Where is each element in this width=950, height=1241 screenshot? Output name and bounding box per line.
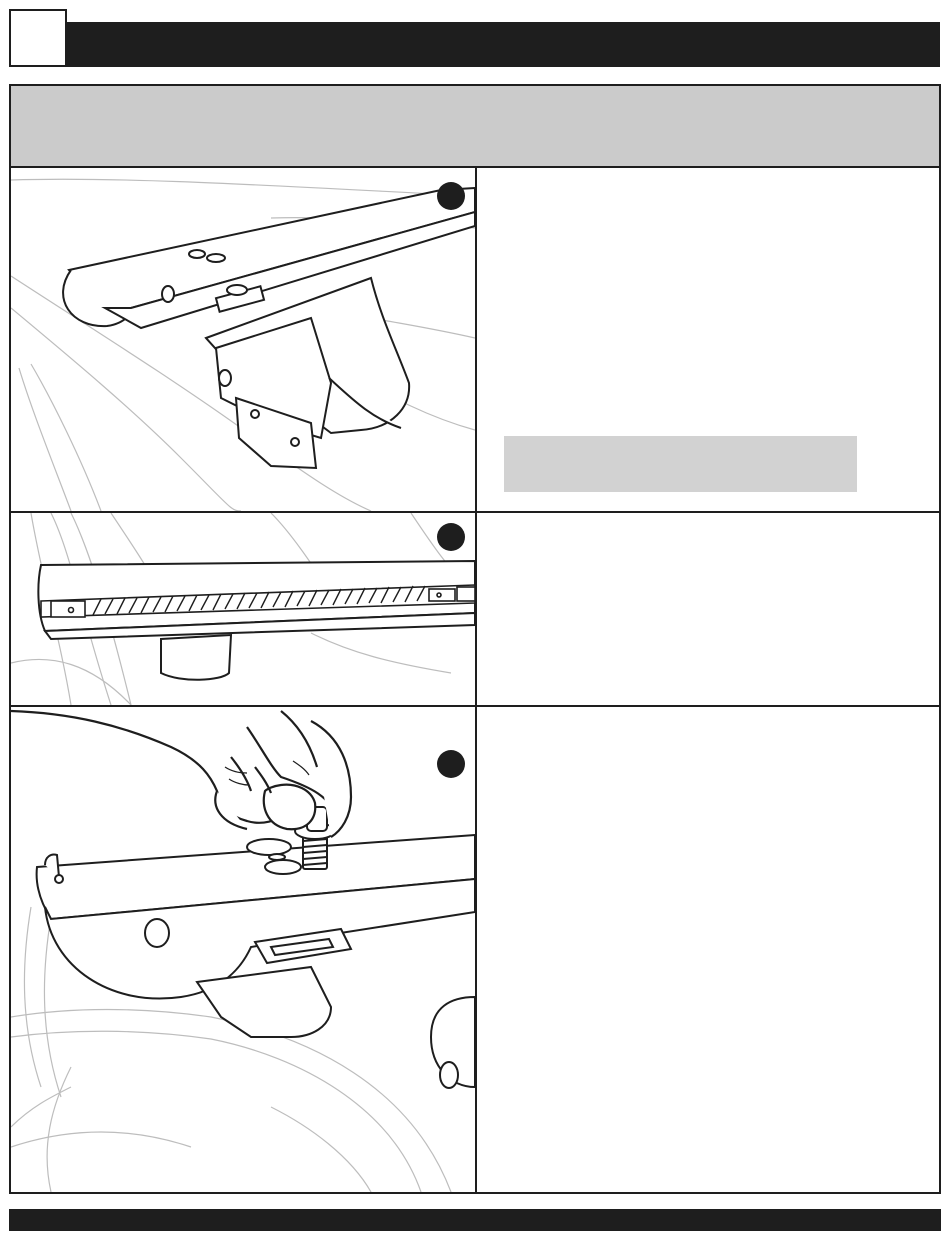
header-bar (66, 22, 940, 67)
step-3-text-panel (477, 707, 939, 1192)
crossbar-foot-illustration (11, 168, 475, 511)
step-1-marker (437, 182, 465, 210)
step-3-illustration (11, 707, 475, 1192)
bolt-insertion-illustration (11, 707, 475, 1192)
crossbar-slot-illustration (11, 513, 475, 705)
step-2-text-panel (477, 513, 939, 705)
section-heading-bar (11, 86, 939, 168)
step-1-illustration (11, 168, 475, 511)
step-2-marker (437, 523, 465, 551)
step-3-marker (437, 750, 465, 778)
footer-bar (9, 1209, 941, 1231)
step-1-note-box (504, 436, 857, 492)
step-2-illustration (11, 513, 475, 705)
page-number-box (9, 9, 67, 67)
instruction-panel (9, 84, 941, 1194)
